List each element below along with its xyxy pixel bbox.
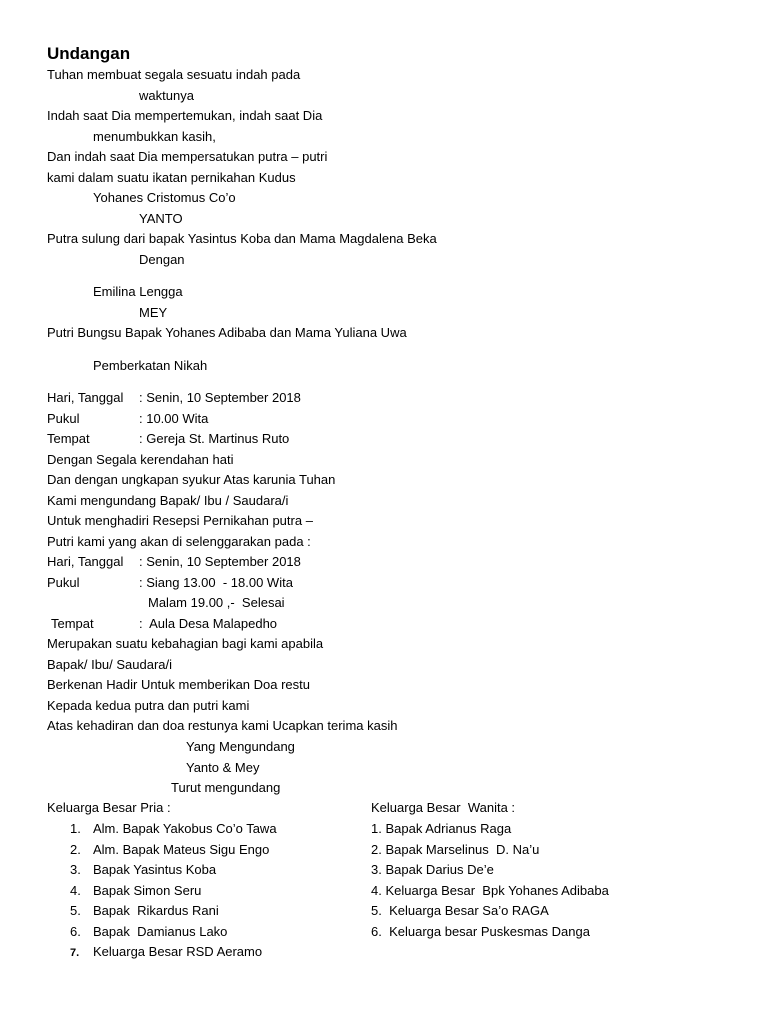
bride-family-title: Keluarga Besar Wanita : (371, 800, 516, 815)
list-item-number: 6. (70, 924, 81, 939)
text-line: Putri kami yang akan di selenggarakan pada : (47, 534, 311, 549)
blessing-place-label: Tempat (47, 431, 90, 446)
text-line: Atas kehadiran dan doa restunya kami Ucapkan terima kasih (47, 718, 398, 733)
reception-place-value: : Aula Desa Malapedho (139, 616, 278, 631)
text-line: Bapak/ Ibu/ Saudara/i (47, 657, 173, 672)
text-line: Berkenan Hadir Untuk memberikan Doa restu (47, 677, 311, 692)
bride-nickname: MEY (139, 305, 168, 320)
groom-nickname: YANTO (139, 211, 183, 226)
inviter-names: Yanto & Mey (186, 760, 260, 775)
list-item-number: 2. (70, 842, 81, 857)
text-line: Untuk menghadiri Resepsi Pernikahan putra – (47, 513, 313, 528)
inviter-label: Yang Mengundang (186, 739, 295, 754)
text-line: waktunya (139, 88, 194, 103)
text-line: Dan indah saat Dia mempersatukan putra – putri (47, 149, 328, 164)
text-line: Dan dengan ungkapan syukur Atas karunia Tuhan (47, 472, 336, 487)
list-item-number: 1. (70, 821, 81, 836)
groom-parents: Putra sulung dari bapak Yasintus Koba dan Mama Magdalena Beka (47, 231, 437, 246)
co-inviter-label: Turut mengundang (171, 780, 281, 795)
groom-full-name: Yohanes Cristomus Co’o (93, 190, 236, 205)
list-item: Alm. Bapak Yakobus Co’o Tawa (93, 821, 277, 836)
list-item: Alm. Bapak Mateus Sigu Engo (93, 842, 270, 857)
list-item: 5. Keluarga Besar Sa’o RAGA (371, 903, 549, 918)
reception-day-label: Hari, Tanggal (47, 554, 124, 569)
text-line: Tuhan membuat segala sesuatu indah pada (47, 67, 301, 82)
text-line: Dengan (139, 252, 185, 267)
reception-time-value-evening: Malam 19.00 ,- Selesai (148, 595, 285, 610)
text-line: kami dalam suatu ikatan pernikahan Kudus (47, 170, 296, 185)
blessing-time-label: Pukul (47, 411, 80, 426)
reception-place-label: Tempat (51, 616, 94, 631)
blessing-day-value: : Senin, 10 September 2018 (139, 390, 301, 405)
list-item: 4. Keluarga Besar Bpk Yohanes Adibaba (371, 883, 609, 898)
blessing-day-label: Hari, Tanggal (47, 390, 124, 405)
list-item-number: 3. (70, 862, 81, 877)
list-item: Bapak Rikardus Rani (93, 903, 219, 918)
groom-family-title: Keluarga Besar Pria : (47, 800, 171, 815)
text-line: Dengan Segala kerendahan hati (47, 452, 234, 467)
text-line: Kepada kedua putra dan putri kami (47, 698, 250, 713)
list-item: Bapak Simon Seru (93, 883, 202, 898)
list-item: 1. Bapak Adrianus Raga (371, 821, 512, 836)
list-item-number: 7. (70, 947, 80, 959)
list-item: 3. Bapak Darius De’e (371, 862, 494, 877)
text-line: menumbukkan kasih, (93, 129, 216, 144)
invitation-title: Undangan (47, 44, 131, 63)
list-item: Bapak Damianus Lako (93, 924, 228, 939)
blessing-heading: Pemberkatan Nikah (93, 358, 208, 373)
text-line: Indah saat Dia mempertemukan, indah saat Dia (47, 108, 323, 123)
text-line: Kami mengundang Bapak/ Ibu / Saudara/i (47, 493, 289, 508)
blessing-place-value: : Gereja St. Martinus Ruto (139, 431, 290, 446)
bride-full-name: Emilina Lengga (93, 284, 183, 299)
reception-time-label: Pukul (47, 575, 80, 590)
bride-parents: Putri Bungsu Bapak Yohanes Adibaba dan Mama Yuliana Uwa (47, 325, 407, 340)
text-line: Merupakan suatu kebahagian bagi kami apabila (47, 636, 324, 651)
list-item: Bapak Yasintus Koba (93, 862, 217, 877)
list-item: 6. Keluarga besar Puskesmas Danga (371, 924, 590, 939)
list-item-number: 4. (70, 883, 81, 898)
list-item: Keluarga Besar RSD Aeramo (93, 944, 263, 959)
blessing-time-value: : 10.00 Wita (139, 411, 209, 426)
list-item-number: 5. (70, 903, 81, 918)
reception-time-value: : Siang 13.00 - 18.00 Wita (139, 575, 293, 590)
list-item: 2. Bapak Marselinus D. Na’u (371, 842, 540, 857)
reception-day-value: : Senin, 10 September 2018 (139, 554, 301, 569)
